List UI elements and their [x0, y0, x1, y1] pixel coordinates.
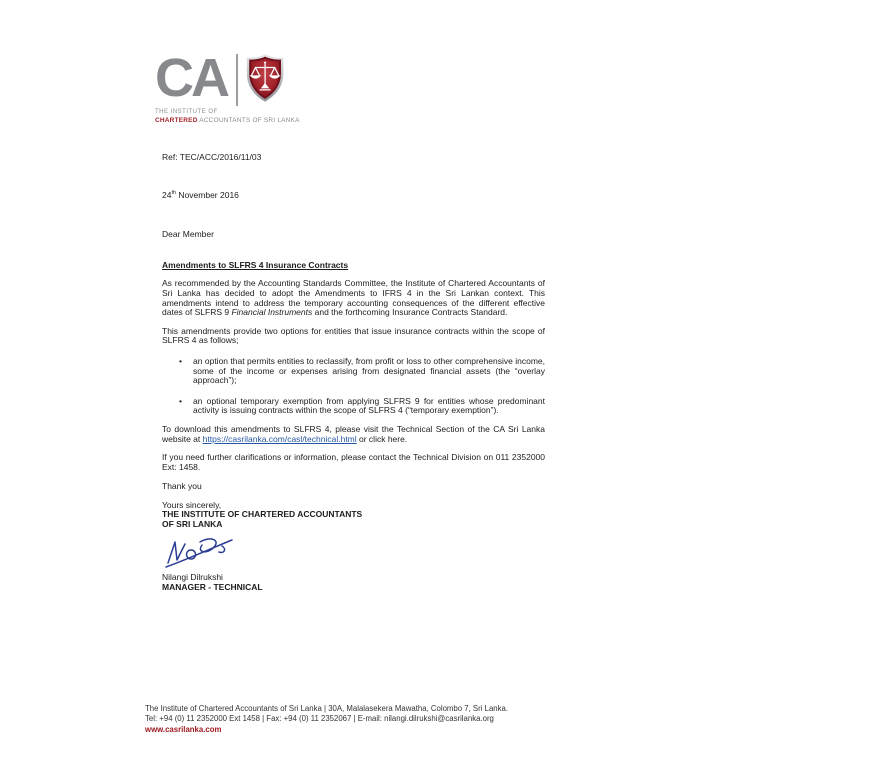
paragraph-download [162, 425, 545, 444]
date-day: 24 [162, 189, 172, 200]
financial-instruments-italic: Financial Instruments [231, 307, 313, 318]
logo-chartered-word: CHARTERED [155, 117, 198, 124]
footer-website: www.casrilanka.com [145, 724, 222, 734]
bullet-icon: • [179, 355, 182, 366]
salutation: Dear Member [162, 229, 214, 240]
logo-chartered-line [155, 117, 300, 124]
reference-number: Ref: TEC/ACC/2016/11/03 [162, 152, 262, 162]
letter-footer [145, 704, 565, 735]
date-ordinal: th [171, 189, 177, 196]
paragraph-adoption-tail: and the forthcoming Insurance Contracts Standard. [312, 307, 508, 318]
subject-heading: Amendments to SLFRS 4 Insurance Contracts [162, 259, 349, 270]
signer-name: Nilangi Dilrukshi [162, 571, 223, 582]
bullet-temporary-exemption [162, 397, 545, 416]
footer-address-line: The Institute of Chartered Accountants of Sri Lanka | 30A, Malalasekera Mawatha, Colombo 7, Sri Lanka. [145, 704, 509, 713]
logo-accountants-words: ACCOUNTANTS OF SRI LANKA [197, 117, 300, 124]
paragraph-options-intro: This amendments provide two options for entities that issue insurance contracts within the scope of SLFRS 4 as follows; [162, 325, 545, 346]
bullet-icon: • [179, 395, 182, 406]
paragraph-adoption [162, 279, 545, 317]
paragraph-adoption-text: As recommended by the Accounting Standards Committee, the Institute of Chartered Accountants of Sri Lanka has decided to adopt the Amendments to IFRS 4 in the Sri Lankan context. This amendments intend to address the temporary accounting consequences of the different effective dates of SLFRS 9 [162, 278, 545, 318]
thank-you-line: Thank you [162, 481, 202, 492]
scales-shield-icon [245, 50, 285, 106]
organization-name-line1: THE INSTITUTE OF CHARTERED ACCOUNTANTS [162, 509, 363, 520]
signer-title: MANAGER - TECHNICAL [162, 582, 263, 593]
organization-name-line2: OF SRI LANKA [162, 519, 223, 530]
logo-divider [236, 54, 238, 106]
letter-date [162, 191, 545, 201]
bullet-overlay-approach-text: an option that permits entities to reclassify, from profit or loss to other comprehensive income, some of the income or expenses arising from designated financial assets (the “overlay approach”); [193, 355, 545, 386]
technical-section-link[interactable]: https://casrilanka.com/casl/technical.html [202, 433, 357, 444]
letter-content [162, 153, 545, 593]
ca-sri-lanka-logo [155, 48, 300, 124]
ca-logo-text: CA [155, 48, 227, 108]
signature-image [164, 533, 236, 571]
bullet-temporary-exemption-text: an optional temporary exemption from applying SLFRS 9 for entities whose predominant activity is issuing contracts within the scope of SLFRS 4 (“temporary exemption”). [193, 395, 545, 416]
bullet-overlay-approach [162, 357, 545, 386]
date-month-year: November 2016 [176, 189, 239, 200]
closing-line: Yours sincerely, [162, 499, 222, 510]
paragraph-download-text: To download this amendments to SLFRS 4, please visit the Technical Section of the CA Sri Lanka website at [162, 423, 545, 444]
logo-institute-line: THE INSTITUTE OF [155, 109, 218, 115]
paragraph-download-tail: or click here. [356, 433, 408, 444]
footer-contact-line: Tel: +94 (0) 11 2352000 Ext 1458 | Fax: +94 (0) 11 2352067 | E-mail: nilangi.dilrukshi@casrilanka.org [145, 714, 494, 724]
paragraph-contact: If you need further clarifications or information, please contact the Technical Division on 011 2352000 Ext: 1458. [162, 452, 545, 472]
